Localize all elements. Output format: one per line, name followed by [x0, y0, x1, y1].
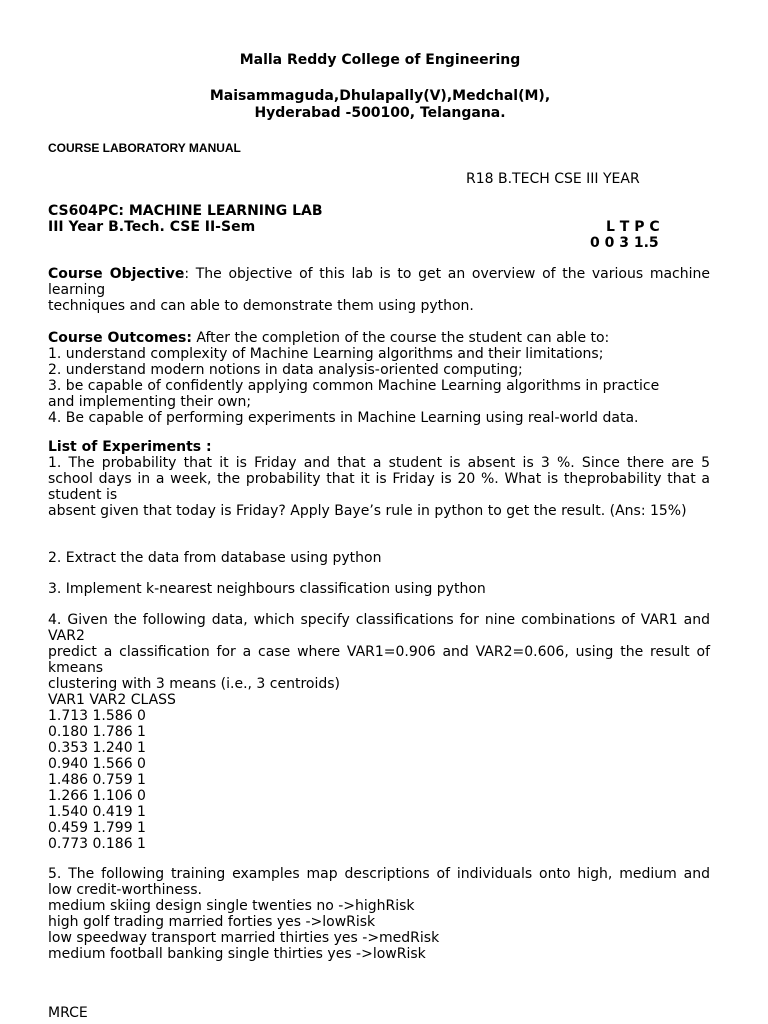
data-table-row: 1.540 0.419 1: [48, 804, 146, 820]
data-table-row: 1.486 0.759 1: [48, 772, 146, 788]
objective-label: Course Objective: [48, 266, 185, 282]
objective-text-2: learning: [48, 282, 106, 298]
course-outcomes: [48, 330, 710, 426]
experiment-2: 2. Extract the data from database using python: [48, 550, 382, 566]
experiment-4: 4. Given the following data, which specify classifications for nine combinations of VAR1 and VAR2 predict a classification for a case where VAR1=0.906 and VAR2=0.606, using the result of kmeans clustering with 3 means (i.e., 3 centroids) VAR1 VAR2 CLASS 1.713 1.586 0 0.180 1.786 1 0.353 1.240 1 0.940 1.566 0 1.486 0.759 1 1.266 1.106 0 1.540 0.419 1 0.459 1.799 1 0.773 0.186 1: [48, 612, 710, 852]
data-table-row: 0.459 1.799 1: [48, 820, 146, 836]
data-table-row: 1.266 1.106 0: [48, 788, 146, 804]
experiment-5: 5. The following training examples map descriptions of individuals onto high, medium and low credit-worthiness. medium skiing design single twenties no ->highRisk high golf trading married forties yes ->lowRisk low speedway transport married thirties yes ->medRisk medium football banking single thirties yes ->lowRisk: [48, 866, 710, 962]
training-example: high golf trading married forties yes ->lowRisk: [48, 914, 376, 930]
training-example: medium football banking single thirties yes ->lowRisk: [48, 946, 426, 962]
ltpc-label: L T P C: [606, 219, 660, 235]
data-table-row: 0.353 1.240 1: [48, 740, 146, 756]
outcome-item: 2. understand modern notions in data analysis-oriented computing;: [48, 362, 523, 378]
college-name: Malla Reddy College of Engineering: [239, 52, 521, 68]
course-year-sem: III Year B.Tech. CSE II-Sem: [48, 219, 256, 235]
outcomes-label: Course Outcomes:: [48, 330, 192, 346]
page-footer: MRCE: [48, 1005, 88, 1021]
experiment-1: 1. The probability that it is Friday and that a student is absent is 3 %. Since there are 5 school days in a week, the probability that it is Friday is 20 %. What is theprobability that a student is absent given that today is Friday? Apply Baye’s rule in python to get the result. (Ans: 15%): [48, 455, 710, 519]
manual-label: COURSE LABORATORY MANUAL: [48, 141, 241, 155]
experiments-heading: List of Experiments :: [48, 439, 212, 455]
outcome-item: and implementing their own;: [48, 394, 252, 410]
outcome-item: 3. be capable of confidently applying common Machine Learning algorithms in practice: [48, 378, 660, 394]
regulation-label: R18 B.TECH CSE III YEAR: [466, 171, 640, 187]
college-address-line2: Hyderabad -500100, Telangana.: [254, 105, 506, 121]
training-example: medium skiing design single twenties no ->highRisk: [48, 898, 415, 914]
outcome-item: 4. Be capable of performing experiments in Machine Learning using real-world data.: [48, 410, 639, 426]
college-address-line1: Maisammaguda,Dhulapally(V),Medchal(M),: [209, 88, 551, 104]
ltpc-values: 0 0 3 1.5: [590, 235, 659, 251]
data-table-row: 0.940 1.566 0: [48, 756, 146, 772]
course-objective: [48, 266, 710, 314]
training-example: low speedway transport married thirties yes ->medRisk: [48, 930, 440, 946]
objective-text-1: : The objective of this lab is to get an overview of the various machine: [184, 266, 710, 282]
data-table-row: 0.773 0.186 1: [48, 836, 146, 852]
data-table-row: 1.713 1.586 0: [48, 708, 146, 724]
data-table-header: VAR1 VAR2 CLASS: [48, 692, 176, 708]
objective-text-3: techniques and can able to demonstrate them using python.: [48, 298, 474, 314]
experiment-3: 3. Implement k-nearest neighbours classification using python: [48, 581, 486, 597]
outcomes-intro: After the completion of the course the student can able to:: [191, 330, 610, 346]
data-table-row: 0.180 1.786 1: [48, 724, 146, 740]
course-title: CS604PC: MACHINE LEARNING LAB: [48, 203, 323, 219]
outcome-item: 1. understand complexity of Machine Learning algorithms and their limitations;: [48, 346, 604, 362]
